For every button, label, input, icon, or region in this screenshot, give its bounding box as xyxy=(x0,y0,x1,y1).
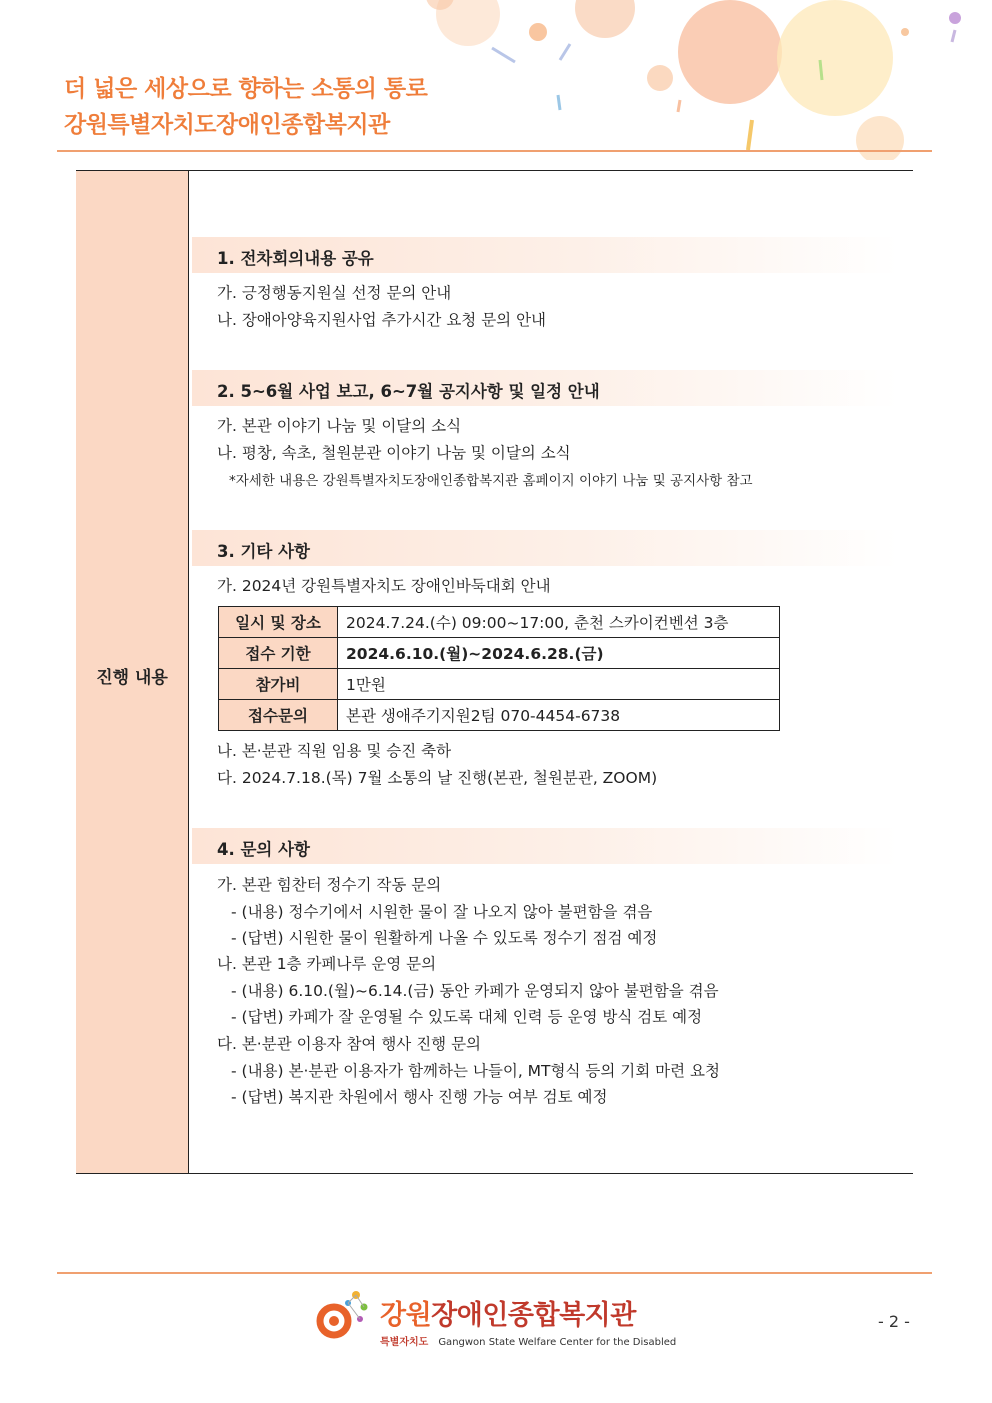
list-item: - (내용) 6.10.(월)~6.14.(금) 동안 카페가 운영되지 않아 불편함을 겪음 xyxy=(231,982,719,1000)
logo-wordmark xyxy=(380,1293,636,1332)
footer-divider xyxy=(57,1272,932,1274)
list-item: 가. 본관 힘찬터 정수기 작동 문의 xyxy=(217,876,442,894)
table-key: 일시 및 장소 xyxy=(219,607,338,638)
logo-wordmark-part2: 장애인종합복지관 xyxy=(431,1300,636,1331)
header-org-name: 강원특별자치도장애인종합복지관 xyxy=(64,112,390,138)
logo-english: Gangwon State Welfare Center for the Disabled xyxy=(438,1337,677,1348)
table-value: 본관 생애주기지원2팀 070-4454-6738 xyxy=(338,700,780,731)
logo-wordmark-part1: 강원 xyxy=(380,1300,432,1331)
event-info-table xyxy=(218,606,780,731)
logo-subtitle xyxy=(380,1333,676,1348)
table-value: 2024.6.10.(월)~2024.6.28.(금) xyxy=(338,638,780,669)
table-row xyxy=(219,700,780,731)
label-column xyxy=(76,171,189,1173)
header-slogan: 더 넓은 세상으로 향하는 소통의 통로 xyxy=(64,76,428,102)
section-heading-text: 2. 5~6월 사업 보고, 6~7월 공지사항 및 일정 안내 xyxy=(217,382,600,401)
list-item: - (답변) 시원한 물이 원활하게 나올 수 있도록 정수기 점검 예정 xyxy=(231,929,658,947)
row-label: 진행 내용 xyxy=(96,668,168,688)
logo-mark-icon xyxy=(312,1285,376,1349)
list-item: 다. 본·분관 이용자 참여 행사 진행 문의 xyxy=(217,1035,482,1053)
list-item: - (답변) 카페가 잘 운영될 수 있도록 대체 인력 등 운영 방식 검토 예정 xyxy=(231,1008,703,1026)
table-row xyxy=(219,607,780,638)
table-key: 참가비 xyxy=(219,669,338,700)
note: *자세한 내용은 강원특별자치도장애인종합복지관 홈페이지 이야기 나눔 및 공지사항 참고 xyxy=(229,473,753,489)
list-item: 가. 2024년 강원특별자치도 장애인바둑대회 안내 xyxy=(217,577,551,595)
section-heading-1 xyxy=(192,237,898,273)
list-item: 다. 2024.7.18.(목) 7월 소통의 날 진행(본관, 철원분관, ZOOM) xyxy=(217,769,658,787)
header-divider xyxy=(57,150,932,152)
logo-badge: 특별자치도 xyxy=(380,1337,429,1348)
section-heading-text: 4. 문의 사항 xyxy=(217,840,310,859)
content-column xyxy=(189,171,913,1173)
list-item: 나. 평창, 속초, 철원분관 이야기 나눔 및 이달의 소식 xyxy=(217,444,571,462)
list-item: 나. 장애아양육지원사업 추가시간 요청 문의 안내 xyxy=(217,311,547,329)
section-heading-4 xyxy=(192,828,898,864)
table-value: 2024.7.24.(수) 09:00~17:00, 춘천 스카이컨벤션 3층 xyxy=(338,607,780,638)
section-heading-text: 1. 전차회의내용 공유 xyxy=(217,249,374,268)
list-item: 가. 긍정행동지원실 선정 문의 안내 xyxy=(217,284,452,302)
footer-logo xyxy=(312,1285,677,1355)
list-item: 가. 본관 이야기 나눔 및 이달의 소식 xyxy=(217,417,462,435)
list-item: - (내용) 정수기에서 시원한 물이 잘 나오지 않아 불편함을 겪음 xyxy=(231,903,653,921)
list-item: 나. 본·분관 직원 임용 및 승진 축하 xyxy=(217,742,452,760)
table-row xyxy=(219,638,780,669)
list-item: - (답변) 복지관 차원에서 행사 진행 가능 여부 검토 예정 xyxy=(231,1088,608,1106)
list-item: - (내용) 본·분관 이용자가 함께하는 나들이, MT형식 등의 기회 마련 요청 xyxy=(231,1062,720,1080)
section-heading-2 xyxy=(192,370,898,406)
section-heading-3 xyxy=(192,530,898,566)
table-key: 접수문의 xyxy=(219,700,338,731)
table-value: 1만원 xyxy=(338,669,780,700)
list-item: 나. 본관 1층 카페나루 운영 문의 xyxy=(217,955,437,973)
table-row xyxy=(219,669,780,700)
minutes-table xyxy=(76,170,913,1174)
table-key: 접수 기한 xyxy=(219,638,338,669)
page-number: - 2 - xyxy=(878,1312,910,1331)
section-heading-text: 3. 기타 사항 xyxy=(217,542,310,561)
